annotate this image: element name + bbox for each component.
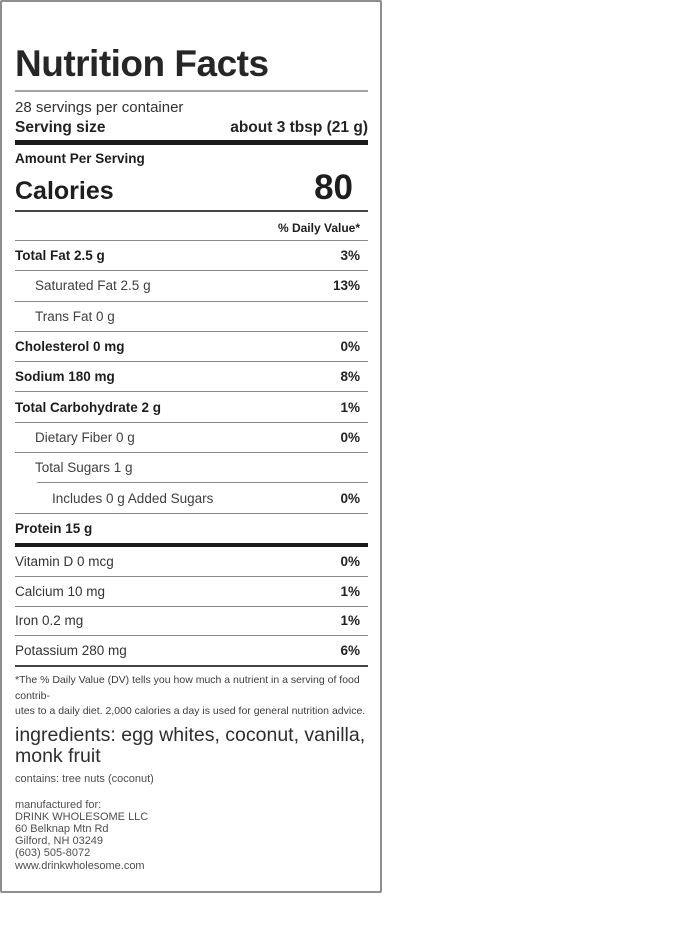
serving-size-label: Serving size (15, 119, 106, 136)
serving-size-row (15, 118, 368, 137)
serving-size-value: about 3 tbsp (21 g) (230, 119, 368, 136)
nutrient-daily-value: 6% (340, 643, 360, 659)
nutrient-daily-value: 1% (340, 399, 360, 415)
nutrients-table (15, 241, 368, 543)
footnote-line: utes to a daily diet. 2,000 calories a day is used for general nutrition advice. (15, 705, 366, 718)
vitamin-row (15, 547, 368, 576)
title-divider (15, 90, 368, 92)
vitamins-table (15, 547, 368, 665)
nutrient-name: Trans Fat 0 g (35, 308, 115, 324)
nutrient-name: Cholesterol 0 mg (15, 339, 125, 355)
manufacturer-line: manufactured for: (15, 798, 102, 811)
vitamin-row (15, 577, 368, 606)
vitamins-divider (15, 665, 368, 667)
allergen-statement: contains: tree nuts (coconut) (15, 772, 154, 785)
nutrient-row (15, 332, 368, 361)
calories-value: 80 (314, 168, 353, 207)
daily-value-footnote (15, 673, 368, 720)
nutrient-row (15, 483, 368, 512)
manufacturer-line: www.drinkwholesome.com (15, 859, 145, 872)
calories-row (15, 168, 368, 208)
nutrient-row (15, 302, 368, 331)
ingredients-line: ingredients: egg whites, coconut, vanilla, (15, 723, 366, 746)
ingredients-text (15, 725, 368, 768)
nutrient-daily-value: 1% (340, 583, 360, 599)
manufacturer-line: Gilford, NH 03249 (15, 835, 104, 848)
nutrient-name: Total Sugars 1 g (35, 460, 133, 476)
nutrient-name: Vitamin D 0 mcg (15, 553, 114, 569)
vitamin-row (15, 636, 368, 665)
nutrient-row (15, 362, 368, 391)
manufacturer-line: (603) 505-8072 (15, 847, 91, 860)
nutrient-name: Sodium 180 mg (15, 369, 115, 385)
nutrient-name: Dietary Fiber 0 g (35, 429, 135, 445)
section-bar (15, 140, 368, 145)
servings-per-container: 28 servings per container (15, 99, 184, 116)
daily-value-header: % Daily Value* (277, 221, 360, 235)
manufacturer-line: DRINK WHOLESOME LLC (15, 810, 149, 823)
label-title: Nutrition Facts (15, 43, 269, 84)
nutrient-name: Calcium 10 mg (15, 583, 106, 599)
ingredients-line: monk fruit (15, 745, 101, 768)
amount-per-serving: Amount Per Serving (15, 151, 145, 166)
nutrient-daily-value: 0% (340, 429, 360, 445)
nutrient-name: Includes 0 g Added Sugars (52, 490, 214, 506)
nutrient-daily-value: 1% (340, 613, 360, 629)
nutrient-row (15, 514, 368, 543)
nutrient-daily-value: 13% (332, 278, 360, 294)
nutrient-name: Potassium 280 mg (15, 643, 127, 659)
nutrient-row (15, 241, 368, 270)
nutrient-daily-value: 3% (340, 248, 360, 264)
calories-divider (15, 210, 368, 212)
nutrient-name: Saturated Fat 2.5 g (35, 278, 151, 294)
nutrient-daily-value: 0% (340, 490, 360, 506)
nutrient-daily-value: 8% (340, 369, 360, 385)
footnote-line: *The % Daily Value (DV) tells you how much a nutrient in a serving of food contrib- (15, 674, 360, 702)
nutrient-name: Total Carbohydrate 2 g (15, 399, 162, 415)
nutrient-name: Iron 0.2 mg (15, 613, 84, 629)
nutrient-daily-value: 0% (340, 339, 360, 355)
nutrient-row (15, 453, 368, 482)
nutrient-row (15, 423, 368, 452)
calories-label: Calories (15, 177, 114, 205)
nutrient-name: Total Fat 2.5 g (15, 248, 105, 264)
nutrient-daily-value: 0% (340, 553, 360, 569)
manufacturer-line: 60 Belknap Mtn Rd (15, 823, 109, 836)
nutrient-name: Protein 15 g (15, 520, 93, 536)
manufacturer-block (15, 799, 368, 872)
nutrient-row (15, 271, 368, 300)
nutrient-row (15, 392, 368, 421)
vitamin-row (15, 607, 368, 636)
